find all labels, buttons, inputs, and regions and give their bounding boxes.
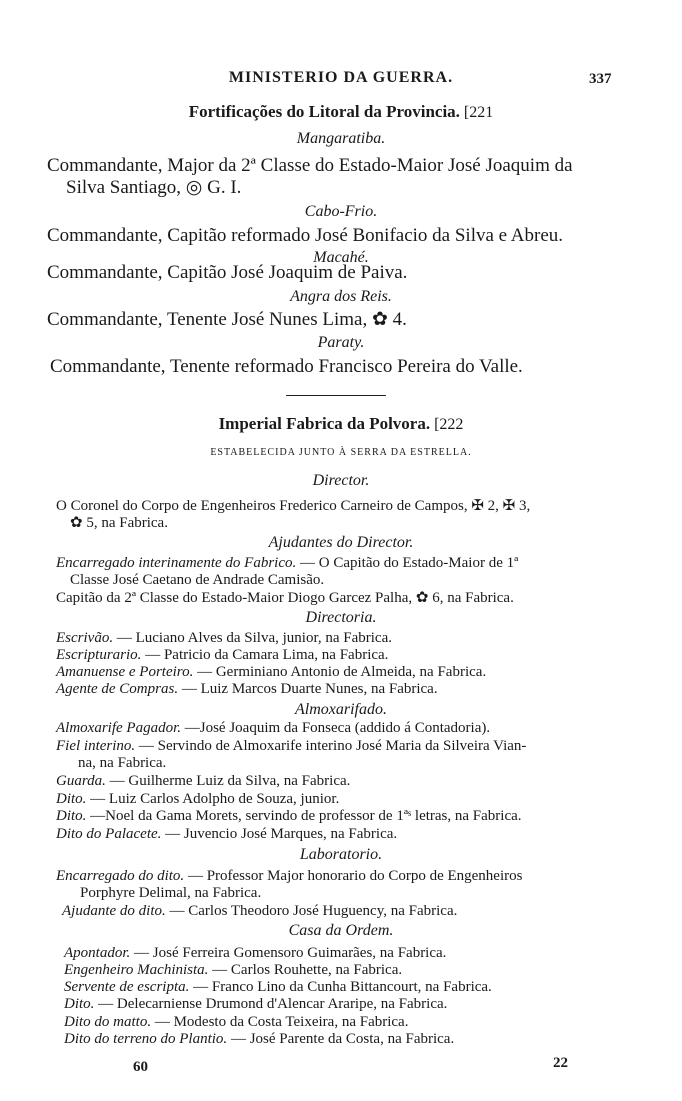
running-head-title: MINISTERIO DA GUERRA. <box>228 69 454 86</box>
entry-line <box>56 809 522 824</box>
entry-label: Amanuense e Porteiro. <box>56 664 194 680</box>
entry-text: — Professor Major honorario do Corpo de Engenheiros <box>187 868 523 884</box>
section1-title: Fortificações do Litoral da Provincia. <box>188 102 460 121</box>
entry-label: Apontador. <box>64 945 131 961</box>
entry-text: — Patricio da Camara Lima, na Fabrica. <box>145 647 389 663</box>
entry-text: — José Parente da Costa, na Fabrica. <box>230 1031 455 1047</box>
section-divider <box>286 395 386 396</box>
entry-line: Capitão da 2ª Classe do Estado-Maior Diogo Garcez Palha, ✿ 6, na Fabrica. <box>56 590 514 606</box>
entry-text: — Luiz Marcos Duarte Nunes, na Fabrica. <box>181 681 438 697</box>
entry-text: — Franco Lino da Cunha Bittancourt, na Fabrica. <box>193 979 492 995</box>
entry-label: Dito. <box>56 808 87 824</box>
entry-line: ✿ 5, na Fabrica. <box>70 515 168 531</box>
section1-ref: [221 <box>463 104 494 121</box>
entry-label: Encarregado interinamente do Fabrico. <box>56 555 297 571</box>
footer-right-mark: 22 <box>553 1055 568 1071</box>
entry-line <box>56 827 397 842</box>
entry-text: — Delecarniense Drumond d'Alencar Araripe, na Fabrica. <box>98 996 448 1012</box>
entry-text: — Modesto da Costa Teixeira, na Fabrica. <box>154 1014 409 1030</box>
entry-line <box>56 556 518 571</box>
entry-text: — Servindo de Almoxarife interino José Maria da Silveira Vian- <box>138 738 527 754</box>
entry-line <box>64 1032 454 1047</box>
place-heading: Mangaratiba. <box>296 130 386 147</box>
entry-line <box>56 721 490 736</box>
entry-line <box>56 774 350 789</box>
entry-line <box>56 631 392 646</box>
entry-line: Commandante, Major da 2ª Classe do Estado-Maior José Joaquim da <box>47 155 573 176</box>
entry-line: Commandante, Tenente José Nunes Lima, ✿ 4. <box>47 309 407 330</box>
entry-text: — Luciano Alves da Silva, junior, na Fabrica. <box>116 630 392 646</box>
entry-label: Dito do Palacete. <box>56 826 162 842</box>
subsection-heading: Almoxarifado. <box>295 701 387 718</box>
entry-line <box>56 869 522 884</box>
place-heading: Angra dos Reis. <box>290 288 392 305</box>
entry-line <box>56 648 388 663</box>
entry-line: Porphyre Delimal, na Fabrica. <box>80 885 262 901</box>
entry-line <box>64 1015 408 1030</box>
entry-label: Fiel interino. <box>56 738 136 754</box>
place-heading: Macahé. <box>313 249 369 266</box>
entry-text: — O Capitão do Estado-Maior de 1ª <box>299 555 519 571</box>
entry-line <box>56 682 438 697</box>
entry-text: — Juvencio José Marques, na Fabrica. <box>165 826 398 842</box>
entry-line: Silva Santiago, ◎ G. I. <box>66 177 242 198</box>
entry-line <box>56 739 526 754</box>
subsection-heading: Director. <box>312 472 370 489</box>
entry-label: Dito. <box>56 791 87 807</box>
entry-line <box>64 980 492 995</box>
entry-label: Almoxarife Pagador. <box>56 720 181 736</box>
entry-label: Engenheiro Machinista. <box>64 962 209 978</box>
entry-line: na, na Fabrica. <box>78 755 167 771</box>
entry-label: Guarda. <box>56 773 106 789</box>
entry-label: Ajudante do dito. <box>62 903 166 919</box>
entry-line <box>62 904 457 919</box>
section1-heading <box>0 103 682 121</box>
section2-subtitle: ESTABELECIDA JUNTO À SERRA DA ESTRELLA. <box>210 447 472 458</box>
entry-label: Escripturario. <box>56 647 142 663</box>
entry-label: Dito. <box>64 996 95 1012</box>
subsection-heading: Directoria. <box>305 609 377 626</box>
section2-ref: [222 <box>434 416 464 433</box>
entry-label: Agente de Compras. <box>56 681 179 697</box>
entry-text: —Noel da Gama Morets, servindo de professor de 1ªˢ letras, na Fabrica. <box>90 808 522 824</box>
page-number: 337 <box>589 71 612 87</box>
entry-line <box>64 963 402 978</box>
entry-text: — José Ferreira Gomensoro Guimarães, na Fabrica. <box>134 945 447 961</box>
entry-line <box>64 946 446 961</box>
entry-label: Servente de escripta. <box>64 979 190 995</box>
entry-text: — Carlos Rouhette, na Fabrica. <box>212 962 403 978</box>
entry-label: Dito do terreno do Plantio. <box>64 1031 228 1047</box>
entry-text: — Germiniano Antonio de Almeida, na Fabrica. <box>197 664 487 680</box>
entry-line: Commandante, Capitão José Joaquim de Paiva. <box>47 262 408 283</box>
section2-title: Imperial Fabrica da Polvora. <box>218 414 431 433</box>
entry-line: Commandante, Capitão reformado José Bonifacio da Silva e Abreu. <box>47 225 564 246</box>
entry-line <box>64 997 447 1012</box>
entry-line: O Coronel do Corpo de Engenheiros Frederico Carneiro de Campos, ✠ 2, ✠ 3, <box>56 498 531 514</box>
entry-line <box>56 665 486 680</box>
entry-text: — Carlos Theodoro José Huguency, na Fabrica. <box>169 903 458 919</box>
entry-line: Commandante, Tenente reformado Francisco Pereira do Valle. <box>50 356 523 377</box>
entry-label: Escrivão. <box>56 630 114 646</box>
subsection-heading: Casa da Ordem. <box>288 922 394 939</box>
entry-line: Classe José Caetano de Andrade Camisão. <box>70 572 325 588</box>
entry-label: Dito do matto. <box>64 1014 152 1030</box>
subsection-heading: Ajudantes do Director. <box>268 534 414 551</box>
entry-label: Encarregado do dito. <box>56 868 185 884</box>
section2-heading <box>0 415 682 433</box>
place-heading: Cabo-Frio. <box>304 203 378 220</box>
entry-text: — Guilherme Luiz da Silva, na Fabrica. <box>109 773 351 789</box>
entry-line <box>56 792 339 807</box>
subsection-heading: Laboratorio. <box>299 846 383 863</box>
footer-left-mark: 60 <box>133 1059 148 1075</box>
entry-text: —José Joaquim da Fonseca (addido á Contadoria). <box>184 720 491 736</box>
entry-text: — Luiz Carlos Adolpho de Souza, junior. <box>90 791 340 807</box>
place-heading: Paraty. <box>317 334 365 351</box>
